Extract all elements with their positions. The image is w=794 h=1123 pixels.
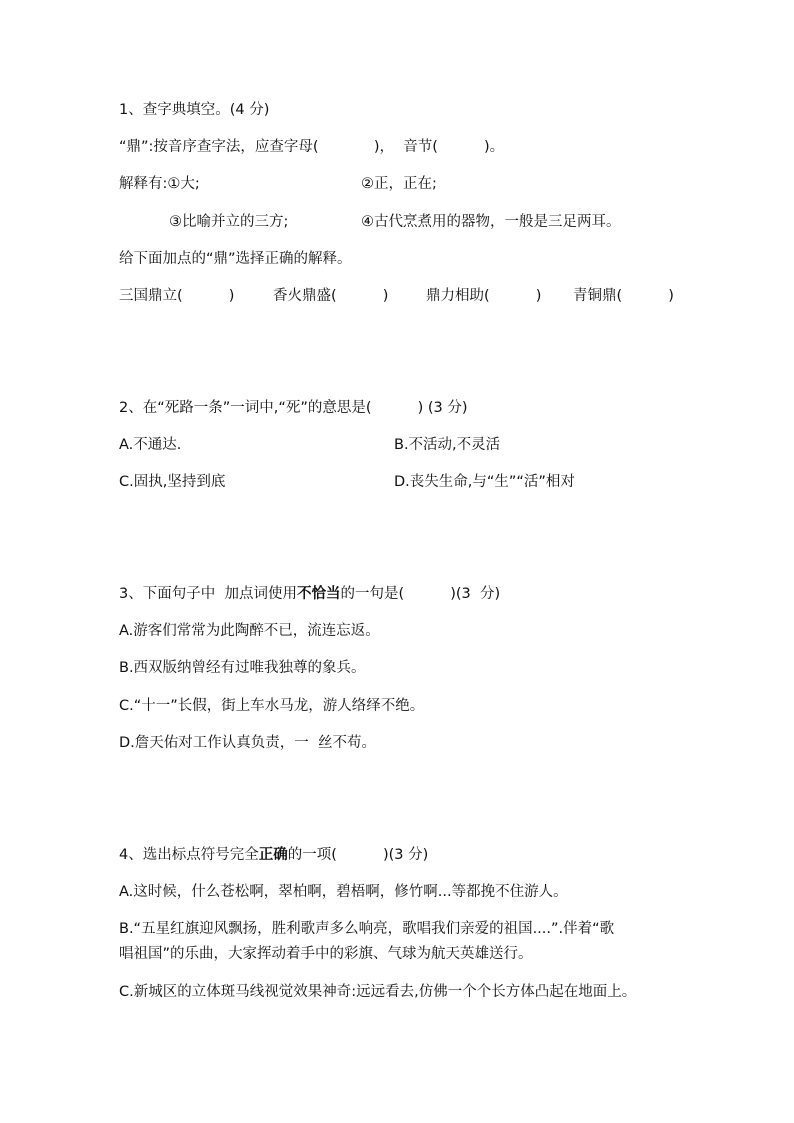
q1-instruction: 给下面加点的“鼎”选择正确的解释。 <box>119 251 352 267</box>
q1-option-4: 青铜鼎( ) <box>573 288 674 304</box>
q1-option-1: 三国鼎立( ) <box>119 288 235 304</box>
q3-title <box>119 584 500 604</box>
q3-option-a: A.游客们常常为此陶醉不已，流连忘返。 <box>119 623 380 639</box>
q4-title-post: 的一项( )(3 分) <box>287 847 429 863</box>
q4-option-b-line1: B.“五星红旗迎风飘扬，胜利歌声多么响亮，歌唱我们亲爱的祖国....”.伴着“歌 <box>119 921 615 937</box>
q3-option-d: D.詹天佑对工作认真负责，一 丝不苟。 <box>119 735 376 751</box>
q1-option-3: 鼎力相助( ) <box>426 288 542 304</box>
q1-explanation-1: 解释有:①大; <box>119 176 200 192</box>
q4-option-a: A.这时候，什么苍松啊，翠柏啊，碧梧啊，修竹啊...等都挽不住游人。 <box>119 884 568 900</box>
q2-title: 2、在“死路一条”一词中,“死”的意思是( ) (3 分) <box>119 400 468 416</box>
q1-explanation-4: ④古代烹煮用的器物，一般是三足两耳。 <box>361 214 621 230</box>
q1-fill-line: “鼎”:按音序查字法，应查字母( )， 音节( )。 <box>119 139 505 155</box>
q3-option-b: B.西双版纳曾经有过唯我独尊的象兵。 <box>119 660 366 676</box>
q3-option-c: C.“十一”长假，街上车水马龙，游人络绎不绝。 <box>119 698 425 714</box>
q4-title-pre: 4、选出标点符号完全 <box>119 847 259 863</box>
q1-explanation-2: ②正，正在; <box>361 176 437 192</box>
q1-option-2: 香火鼎盛( ) <box>273 288 389 304</box>
q4-title <box>119 845 428 865</box>
q4-option-b-line2: 唱祖国”的乐曲，大家挥动着手中的彩旗、气球为航天英雄送行。 <box>119 946 533 962</box>
q2-option-c: C.固执,坚持到底 <box>119 474 226 490</box>
q2-option-b: B.不活动,不灵活 <box>394 437 501 453</box>
q1-explanation-3: ③比喻并立的三方; <box>169 214 289 230</box>
q4-option-c: C.新城区的立体斑马线视觉效果神奇:远远看去,仿佛一个个长方体凸起在地面上。 <box>119 984 637 1000</box>
q3-title-post: 的一句是( )(3 分) <box>340 586 501 602</box>
q4-title-bold: 正确 <box>258 847 288 863</box>
q3-title-pre: 3、下面句子中 加点词使用 <box>119 586 297 602</box>
q3-title-bold: 不恰当 <box>296 586 341 602</box>
q2-option-d: D.丧失生命,与“生”“活”相对 <box>394 474 575 490</box>
q2-option-a: A.不通达. <box>119 437 182 453</box>
q1-title: 1、查字典填空。(4 分) <box>119 102 270 118</box>
